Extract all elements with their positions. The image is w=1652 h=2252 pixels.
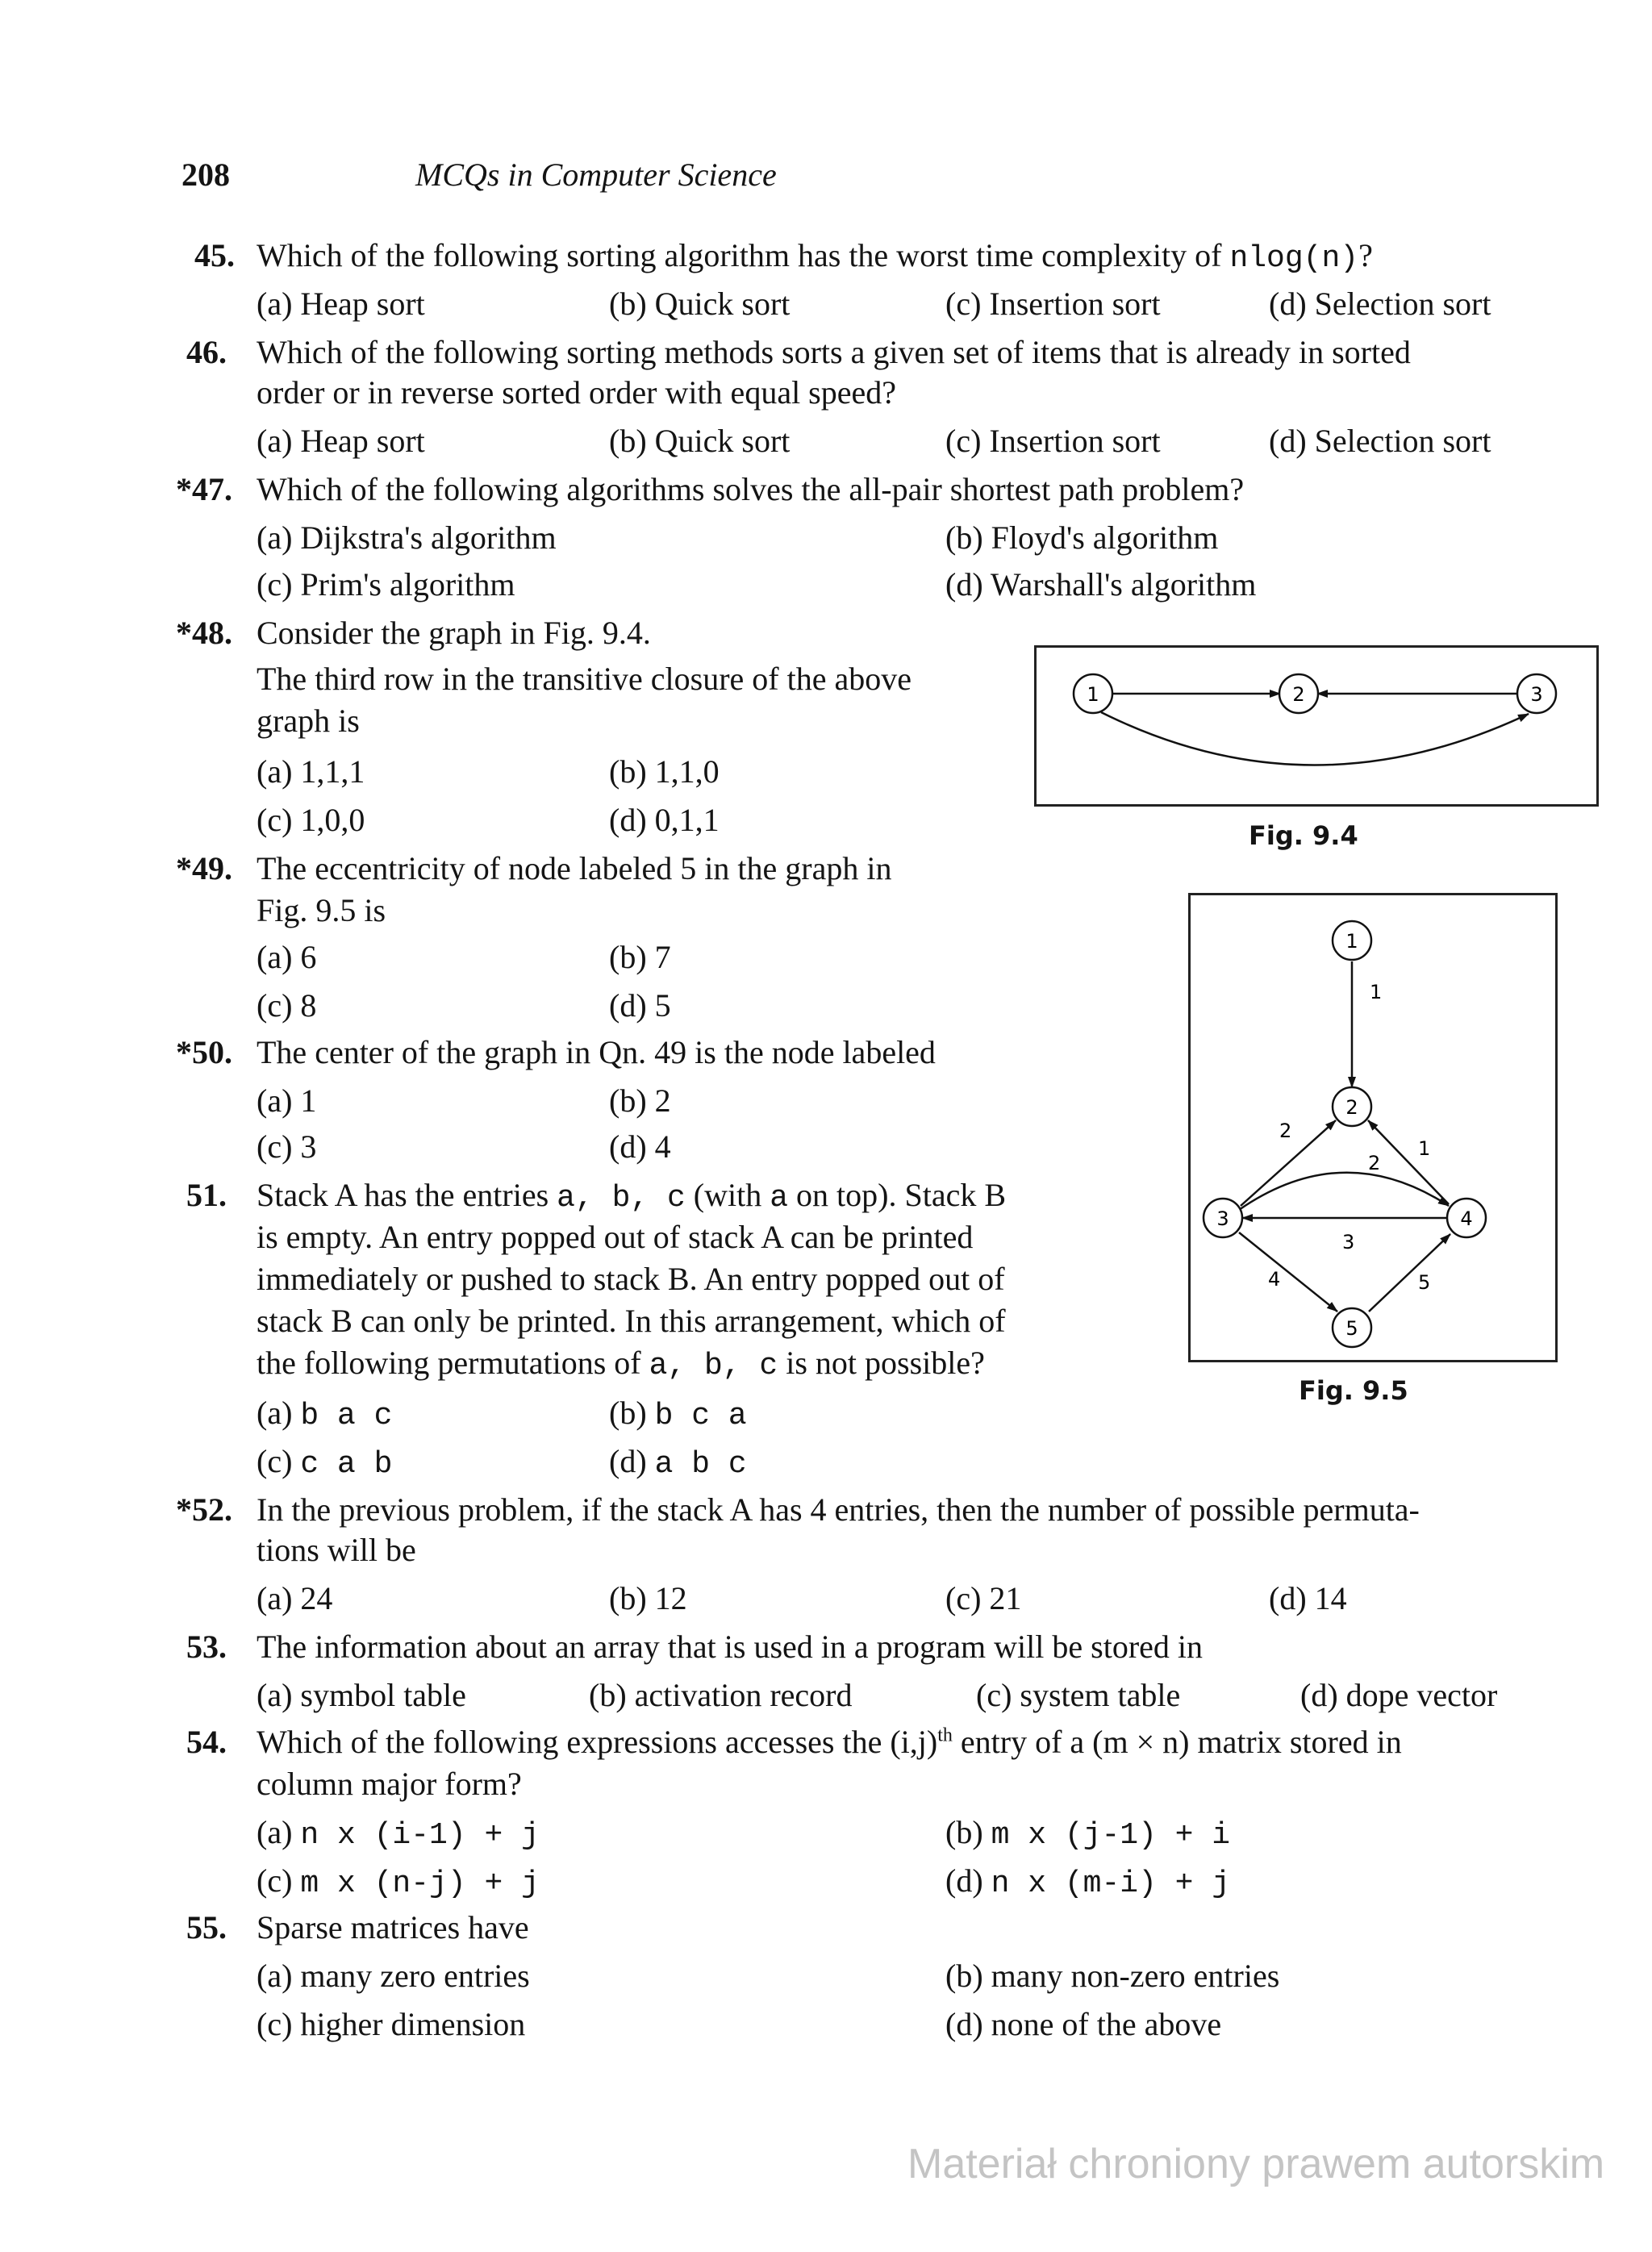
question-text: The center of the graph in Qn. 49 is the node labeled	[257, 1034, 936, 1070]
graph-9-5	[1191, 895, 1555, 1360]
option-a: (a) 1	[257, 1082, 317, 1119]
svg-text:1: 1	[1345, 930, 1358, 953]
option-d: (d) Selection sort	[1269, 423, 1491, 459]
option-label: (c)	[257, 1443, 293, 1479]
svg-text:3: 3	[1530, 683, 1543, 706]
superscript: th	[937, 1724, 953, 1746]
question-text-part: ?	[1358, 237, 1373, 273]
question-number: 53.	[186, 1629, 227, 1665]
option-a: (a) symbol table	[257, 1677, 466, 1713]
svg-text:1: 1	[1087, 683, 1099, 706]
option-a: (a) 1,1,1	[257, 753, 365, 790]
question-number: *47.	[176, 471, 232, 507]
option-d: (d) 14	[1269, 1580, 1347, 1616]
option-b: (b) 1,1,0	[609, 753, 720, 790]
question-text: immediately or pushed to stack B. An entry popped out of	[257, 1261, 1005, 1297]
option-b	[609, 1395, 747, 1433]
option-d: (d) Warshall's algorithm	[945, 566, 1257, 603]
page-number: 208	[181, 156, 230, 193]
option-label: (b)	[945, 1814, 983, 1850]
option-b: (b) Floyd's algorithm	[945, 519, 1219, 556]
question-number: *52.	[176, 1491, 232, 1528]
question-text: Which of the following algorithms solves the all-pair shortest path problem?	[257, 471, 1245, 507]
edge-weight: 1	[1370, 981, 1383, 1003]
option-label: (d)	[945, 1862, 983, 1899]
option-c: (c) higher dimension	[257, 2006, 526, 2042]
svg-text:3: 3	[1216, 1207, 1229, 1230]
option-c: (c) Prim's algorithm	[257, 566, 515, 603]
option-a	[257, 1395, 392, 1433]
option-b: (b) 12	[609, 1580, 687, 1616]
node-3	[1517, 674, 1556, 713]
option-code: n x (i-1) + j	[300, 1818, 540, 1853]
option-code: b a c	[300, 1399, 393, 1433]
question-text: Fig. 9.5 is	[257, 892, 386, 928]
figure-9-5	[1188, 893, 1558, 1362]
question-text: graph is	[257, 703, 360, 739]
question-text: The information about an array that is used in a program will be stored in	[257, 1629, 1204, 1665]
option-a: (a) Heap sort	[257, 423, 425, 459]
option-b: (b) Quick sort	[609, 286, 791, 322]
question-text-part: entry of a (m × n) matrix stored in	[952, 1724, 1402, 1760]
code-inline: a, b, c	[557, 1181, 686, 1216]
question-text	[257, 1345, 985, 1383]
option-code: m x (n-j) + j	[300, 1866, 540, 1901]
code-inline: a, b, c	[649, 1349, 778, 1383]
option-c: (c) Insertion sort	[945, 423, 1161, 459]
watermark: Materiał chroniony prawem autorskim	[907, 2141, 1605, 2187]
code-inline: a	[770, 1181, 789, 1216]
question-text: stack B can only be printed. In this arrangement, which of	[257, 1303, 1006, 1339]
option-c: (c) 3	[257, 1128, 317, 1165]
option-b: (b) activation record	[589, 1677, 853, 1713]
question-text: Which of the following sorting methods sorts a given set of items that is already in sorted	[257, 334, 1411, 370]
question-text-part: Stack A has the entries	[257, 1177, 557, 1213]
question-number: 55.	[186, 1909, 227, 1945]
question-text: The third row in the transitive closure of the above	[257, 661, 912, 697]
option-a: (a) 24	[257, 1580, 333, 1616]
node-1	[1333, 921, 1371, 960]
option-a: (a) 6	[257, 939, 317, 975]
question-text	[257, 238, 1373, 276]
option-label: (d)	[609, 1443, 647, 1479]
question-text: In the previous problem, if the stack A has 4 entries, then the number of possible permuta-	[257, 1491, 1420, 1528]
question-text-part: the following permutations of	[257, 1345, 649, 1381]
question-text-part: Which of the following expressions accesses the (i,j)	[257, 1724, 938, 1760]
node-4	[1447, 1199, 1486, 1237]
option-code: b c a	[654, 1399, 747, 1433]
option-b: (b) many non-zero entries	[945, 1958, 1280, 1994]
option-d: (d) 0,1,1	[609, 802, 720, 838]
edge-weight: 1	[1418, 1137, 1431, 1160]
edge-3-5	[1239, 1232, 1337, 1312]
option-c: (c) Insertion sort	[945, 286, 1161, 322]
question-number: 54.	[186, 1724, 227, 1760]
option-code: m x (j-1) + i	[991, 1818, 1231, 1853]
question-number: *49.	[176, 850, 232, 886]
option-d: (d) Selection sort	[1269, 286, 1491, 322]
edge-weight: 2	[1279, 1120, 1292, 1142]
option-a: (a) many zero entries	[257, 1958, 530, 1994]
question-text: order or in reverse sorted order with equal speed?	[257, 374, 897, 411]
option-c: (c) system table	[976, 1677, 1181, 1713]
option-c: (c) 21	[945, 1580, 1022, 1616]
book-title: MCQs in Computer Science	[415, 156, 777, 193]
option-label: (c)	[257, 1862, 293, 1899]
node-1	[1074, 674, 1112, 713]
edge-weight: 2	[1368, 1152, 1381, 1174]
edge-weight: 4	[1268, 1268, 1281, 1291]
option-d	[945, 1863, 1230, 1901]
option-d: (d) 4	[609, 1128, 671, 1165]
option-c	[257, 1444, 392, 1482]
svg-text:2: 2	[1292, 683, 1305, 706]
edge-weight: 5	[1418, 1271, 1431, 1294]
code-inline: nlog(n)	[1229, 241, 1359, 276]
question-text: tions will be	[257, 1532, 416, 1568]
node-2	[1279, 674, 1318, 713]
question-text: Sparse matrices have	[257, 1909, 529, 1945]
option-b: (b) 2	[609, 1082, 671, 1119]
option-a: (a) Dijkstra's algorithm	[257, 519, 557, 556]
option-c: (c) 1,0,0	[257, 802, 365, 838]
question-number: 45.	[194, 237, 235, 273]
question-text: Consider the graph in Fig. 9.4.	[257, 615, 651, 651]
option-a	[257, 1815, 540, 1853]
edge-1-3	[1101, 712, 1529, 765]
question-number: *50.	[176, 1034, 232, 1070]
option-c	[257, 1863, 540, 1901]
svg-text:2: 2	[1345, 1096, 1358, 1119]
svg-text:5: 5	[1345, 1317, 1358, 1340]
question-text-part: (with	[685, 1177, 770, 1213]
node-3	[1204, 1199, 1242, 1237]
question-text	[257, 1178, 1006, 1216]
option-d: (d) 5	[609, 987, 671, 1024]
option-a: (a) Heap sort	[257, 286, 425, 322]
question-text-part: is not possible?	[778, 1345, 985, 1381]
node-5	[1333, 1308, 1371, 1347]
edge-5-4	[1369, 1234, 1450, 1312]
option-b	[945, 1815, 1230, 1853]
option-d: (d) none of the above	[945, 2006, 1222, 2042]
figure-9-4	[1034, 645, 1599, 807]
edge-weight: 3	[1342, 1231, 1355, 1253]
graph-9-4	[1037, 648, 1596, 804]
question-text-part: Which of the following sorting algorithm has the worst time complexity of	[257, 237, 1230, 273]
option-code: n x (m-i) + j	[991, 1866, 1231, 1901]
node-2	[1333, 1087, 1371, 1126]
question-text: The eccentricity of node labeled 5 in the graph in	[257, 850, 892, 886]
question-text: is empty. An entry popped out of stack A can be printed	[257, 1219, 974, 1255]
option-c: (c) 8	[257, 987, 317, 1024]
question-text	[257, 1724, 1402, 1760]
question-text: column major form?	[257, 1766, 522, 1802]
svg-text:4: 4	[1460, 1207, 1473, 1230]
figure-caption: Fig. 9.5	[1299, 1375, 1408, 1406]
figure-caption: Fig. 9.4	[1249, 820, 1358, 851]
option-label: (a)	[257, 1395, 293, 1431]
option-label: (b)	[609, 1395, 647, 1431]
option-b: (b) Quick sort	[609, 423, 791, 459]
question-number: 51.	[186, 1177, 227, 1213]
option-code: c a b	[300, 1447, 393, 1482]
question-text-part: on top). Stack B	[788, 1177, 1007, 1213]
option-d	[609, 1444, 747, 1482]
option-code: a b c	[654, 1447, 747, 1482]
option-b: (b) 7	[609, 939, 671, 975]
option-label: (a)	[257, 1814, 293, 1850]
option-d: (d) dope vector	[1300, 1677, 1498, 1713]
question-number: 46.	[186, 334, 227, 370]
question-number: *48.	[176, 615, 232, 651]
